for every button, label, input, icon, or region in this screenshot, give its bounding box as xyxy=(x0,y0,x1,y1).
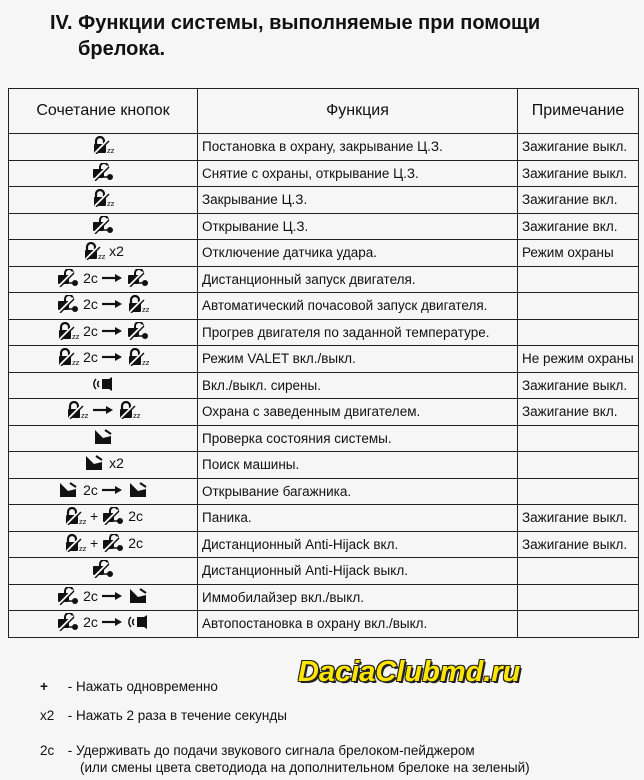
unlock-icon xyxy=(91,163,115,181)
legend-text: (или смены цвета светодиода на дополнительном брелоке на зеленый) xyxy=(80,760,530,775)
arrow-right-icon xyxy=(101,352,123,362)
table-row xyxy=(9,452,639,479)
arrow-right-icon xyxy=(101,273,123,283)
button-combination xyxy=(9,346,198,373)
note-cell: Зажигание вкл. xyxy=(518,399,639,426)
button-combination xyxy=(9,399,198,426)
table-row xyxy=(9,160,639,187)
unlock-icon xyxy=(56,613,80,631)
combo-modifier: 2с xyxy=(83,349,98,366)
svg-text:zz: zz xyxy=(133,412,141,420)
function-cell: Автоматический почасовой запуск двигателя. xyxy=(198,293,518,320)
legend-symbol: x2 xyxy=(40,708,55,723)
trunk-icon xyxy=(126,481,150,499)
table-header-row xyxy=(9,89,639,134)
unlock-icon xyxy=(101,507,125,525)
note-cell xyxy=(518,293,639,320)
unlock-icon xyxy=(91,216,115,234)
arrow-right-icon xyxy=(92,405,114,415)
svg-text:zz: zz xyxy=(72,359,80,367)
legend-text: - Нажать 2 раза в течение секунды xyxy=(67,708,287,723)
button-combination xyxy=(9,452,198,479)
lock-icon xyxy=(126,295,150,313)
function-cell: Дистанционный Anti-Hijack выкл. xyxy=(198,558,518,585)
arrow-right-icon xyxy=(101,591,123,601)
button-combination xyxy=(9,505,198,532)
trunk-icon xyxy=(126,587,150,605)
function-cell: Режим VALET вкл./выкл. xyxy=(198,346,518,373)
table-row xyxy=(9,505,639,532)
legend-symbol: + xyxy=(40,679,48,694)
note-cell: Не режим охраны xyxy=(518,346,639,373)
button-combination xyxy=(9,584,198,611)
combo-modifier: 2с xyxy=(128,534,143,551)
trunk-icon xyxy=(56,481,80,499)
lock-icon xyxy=(65,401,89,419)
unlock-icon xyxy=(56,269,80,287)
button-combination xyxy=(9,531,198,558)
button-combination xyxy=(9,187,198,214)
table-row xyxy=(9,240,639,267)
button-combination xyxy=(9,160,198,187)
button-combination xyxy=(9,134,198,161)
legend-item xyxy=(40,707,287,725)
combo-modifier: x2 xyxy=(109,455,124,472)
svg-text:zz: zz xyxy=(72,332,80,340)
combo-modifier: 2с xyxy=(83,587,98,604)
svg-text:zz: zz xyxy=(79,518,87,526)
note-cell xyxy=(518,425,639,452)
lock-icon xyxy=(82,242,106,260)
lock-icon xyxy=(63,507,87,525)
arrow-right-icon xyxy=(101,617,123,627)
function-cell: Проверка состояния системы. xyxy=(198,425,518,452)
arrow-right-icon xyxy=(101,326,123,336)
note-cell: Зажигание выкл. xyxy=(518,372,639,399)
unlock-icon xyxy=(56,295,80,313)
svg-text:zz: zz xyxy=(141,359,150,367)
unlock-icon xyxy=(91,560,115,578)
trunk-icon xyxy=(82,454,106,472)
note-cell: Зажигание выкл. xyxy=(518,134,639,161)
siren-icon xyxy=(91,375,115,393)
svg-text:zz: zz xyxy=(107,200,115,208)
note-cell: Зажигание выкл. xyxy=(518,505,639,532)
lock-icon xyxy=(56,348,80,366)
legend-text: - Удерживать до подачи звукового сигнала брелоком-пейджером xyxy=(67,743,475,758)
button-combination xyxy=(9,293,198,320)
header-combo: Сочетание кнопок xyxy=(9,89,198,134)
header-function: Функция xyxy=(198,89,518,134)
function-cell: Отключение датчика удара. xyxy=(198,240,518,267)
function-cell: Закрывание Ц.З. xyxy=(198,187,518,214)
arrow-right-icon xyxy=(101,485,123,495)
table-row xyxy=(9,346,639,373)
note-cell xyxy=(518,266,639,293)
function-cell: Снятие с охраны, открывание Ц.З. xyxy=(198,160,518,187)
table-row xyxy=(9,531,639,558)
trunk-icon xyxy=(91,428,115,446)
svg-text:zz: zz xyxy=(98,253,106,261)
note-cell: Зажигание вкл. xyxy=(518,213,639,240)
svg-text:zz: zz xyxy=(81,412,89,420)
button-combination xyxy=(9,425,198,452)
note-cell xyxy=(518,452,639,479)
table-row xyxy=(9,558,639,585)
legend-text: - Нажать одновременно xyxy=(67,679,218,694)
lock-icon xyxy=(63,534,87,552)
function-cell: Автопостановка в охрану вкл./выкл. xyxy=(198,611,518,638)
function-cell: Открывание Ц.З. xyxy=(198,213,518,240)
note-cell xyxy=(518,558,639,585)
combo-modifier: x2 xyxy=(109,243,124,260)
legend-item xyxy=(80,759,530,777)
function-cell: Вкл./выкл. сирены. xyxy=(198,372,518,399)
unlock-icon xyxy=(56,587,80,605)
table-row xyxy=(9,187,639,214)
unlock-icon xyxy=(126,322,150,340)
lock-icon xyxy=(126,348,150,366)
unlock-icon xyxy=(101,534,125,552)
button-combination xyxy=(9,266,198,293)
unlock-icon xyxy=(126,269,150,287)
note-cell: Режим охраны xyxy=(518,240,639,267)
note-cell xyxy=(518,611,639,638)
combo-modifier: 2с xyxy=(83,296,98,313)
combo-modifier: 2с xyxy=(83,322,98,339)
button-combination xyxy=(9,372,198,399)
siren-icon xyxy=(126,613,150,631)
svg-text:zz: zz xyxy=(107,147,115,155)
function-cell: Охрана с заведенным двигателем. xyxy=(198,399,518,426)
function-cell: Открывание багажника. xyxy=(198,478,518,505)
table-row xyxy=(9,425,639,452)
function-cell: Прогрев двигателя по заданной температуре. xyxy=(198,319,518,346)
note-cell: Зажигание вкл. xyxy=(518,187,639,214)
table-row xyxy=(9,293,639,320)
combo-modifier: 2с xyxy=(128,508,143,525)
table-row xyxy=(9,319,639,346)
note-cell xyxy=(518,584,639,611)
legend-item xyxy=(40,678,218,696)
header-note: Примечание xyxy=(518,89,639,134)
note-cell xyxy=(518,478,639,505)
button-combination xyxy=(9,240,198,267)
lock-icon xyxy=(117,401,141,419)
note-cell: Зажигание выкл. xyxy=(518,160,639,187)
function-cell: Паника. xyxy=(198,505,518,532)
lock-icon xyxy=(56,322,80,340)
page-title xyxy=(50,10,540,62)
function-cell: Иммобилайзер вкл./выкл. xyxy=(198,584,518,611)
button-combination xyxy=(9,213,198,240)
function-cell: Дистанционный Anti-Hijack вкл. xyxy=(198,531,518,558)
combo-modifier: + xyxy=(90,534,99,551)
function-cell: Постановка в охрану, закрывание Ц.З. xyxy=(198,134,518,161)
combo-modifier: 2с xyxy=(83,614,98,631)
combo-modifier: 2с xyxy=(83,269,98,286)
legend-symbol: 2с xyxy=(40,743,55,758)
title-line-1: IV. Функции системы, выполняемые при помощи xyxy=(50,12,541,34)
button-combination xyxy=(9,319,198,346)
table-row xyxy=(9,134,639,161)
lock-icon xyxy=(91,136,115,154)
function-cell: Дистанционный запуск двигателя. xyxy=(198,266,518,293)
note-cell xyxy=(518,319,639,346)
note-cell: Зажигание выкл. xyxy=(518,531,639,558)
button-combination xyxy=(9,558,198,585)
combo-modifier: 2с xyxy=(83,481,98,498)
arrow-right-icon xyxy=(101,299,123,309)
functions-table xyxy=(8,88,639,638)
title-line-2: брелока. xyxy=(78,38,166,60)
svg-text:zz: zz xyxy=(79,544,87,552)
lock-icon xyxy=(91,189,115,207)
table-row xyxy=(9,213,639,240)
legend-item xyxy=(40,742,475,760)
table-row xyxy=(9,611,639,638)
table-row xyxy=(9,478,639,505)
combo-modifier: + xyxy=(90,508,99,525)
watermark: DaciaClubmd.ru xyxy=(298,656,521,688)
function-cell: Поиск машины. xyxy=(198,452,518,479)
table-row xyxy=(9,399,639,426)
table-row xyxy=(9,266,639,293)
table-row xyxy=(9,584,639,611)
svg-text:zz: zz xyxy=(141,306,150,314)
table-row xyxy=(9,372,639,399)
button-combination xyxy=(9,478,198,505)
button-combination xyxy=(9,611,198,638)
